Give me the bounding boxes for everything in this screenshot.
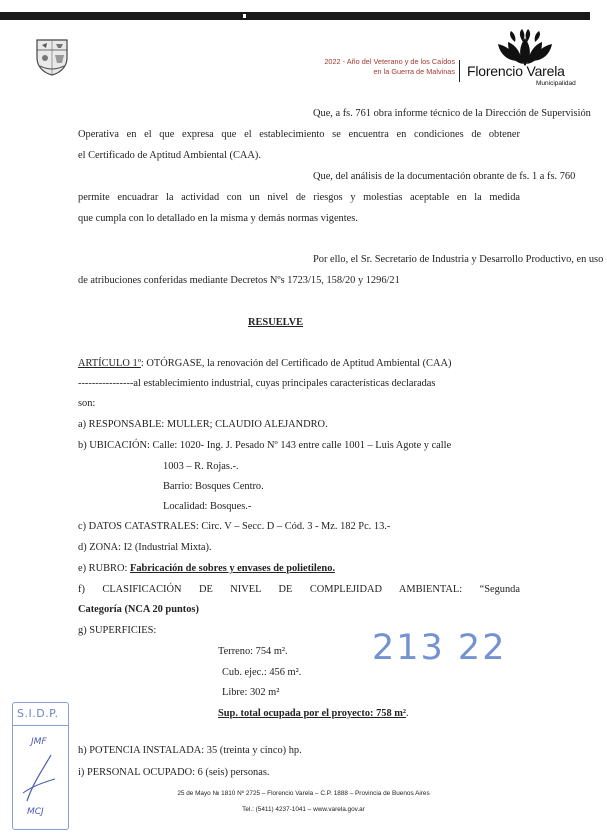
article-label: ARTÍCULO 1º <box>78 358 141 369</box>
article-text: : OTÓRGASE, la renovación del Certificado de Aptitud Ambiental (CAA) <box>140 358 452 369</box>
article-line1 <box>78 357 451 370</box>
header-motto-line1: 2022 - Año del Veterano y de los Caídos <box>324 57 455 66</box>
item-e-rubro <box>78 562 335 575</box>
initials-first: JMF <box>31 737 47 747</box>
item-a-responsable: a) RESPONSABLE: MULLER; CLAUDIO ALEJANDRO. <box>78 419 328 430</box>
logo-name: Florencio Varela <box>467 63 565 79</box>
header-separator <box>459 60 460 82</box>
municipal-crest-icon <box>34 36 70 76</box>
item-b-barrio: Barrio: Bosques Centro. <box>163 481 264 492</box>
top-border-bar <box>0 12 590 20</box>
p2-line3: que cumpla con lo detallado en la misma y demás normas vigentes. <box>78 213 358 224</box>
item-g-superficies: g) SUPERFICIES: <box>78 625 157 636</box>
signature-scribble <box>19 753 63 805</box>
superficie-total <box>218 707 409 720</box>
item-e-value: Fabricación de sobres y envases de polietileno. <box>129 563 335 574</box>
p1-line2: Operativa en el que expresa que el establecimiento se encuentra en condiciones de obtener <box>78 129 520 140</box>
item-i-personal: i) PERSONAL OCUPADO: 6 (seis) personas. <box>78 767 270 778</box>
p2-line2: permite encuadrar la actividad con un nivel de riesgos y molestias aceptable en la medida <box>78 192 520 203</box>
resolves-heading: RESUELVE <box>248 317 304 328</box>
item-b-ubicacion: b) UBICACIÓN: Calle: 1020- Ing. J. Pesado Nº 143 entre calle 1001 – Luis Agote y calle <box>78 440 452 451</box>
article-line2: ----------------al establecimiento industrial, cuyas principales características declaradas <box>78 378 436 389</box>
superficie-total-value: Sup. total ocupada por el proyecto: 758 m² <box>218 708 407 719</box>
footer-contact: Tel.: (5411) 4237-1041 – www.varela.gov.ar <box>242 806 365 813</box>
article-line3: son: <box>78 398 96 409</box>
flower-logo-icon <box>497 28 553 66</box>
p3-line1: Por ello, el Sr. Secretario de Industria y Desarrollo Productivo, en uso <box>313 254 604 265</box>
superficie-terreno: Terreno: 754 m². <box>218 646 288 657</box>
superficie-libre: Libre: 302 m² <box>222 687 280 698</box>
item-f-categoria: Categoría (NCA 20 puntos) <box>78 604 199 615</box>
top-bar-mark <box>243 14 246 18</box>
item-h-potencia: h) POTENCIA INSTALADA: 35 (treinta y cinco) hp. <box>78 745 302 756</box>
item-b-localidad: Localidad: Bosques.- <box>163 501 252 512</box>
sidp-stamp-label: S.I.D.P. <box>17 707 59 720</box>
header-motto-line2: en la Guerra de Malvinas <box>373 67 455 76</box>
item-d-zona: d) ZONA: I2 (Industrial Mixta). <box>78 542 212 553</box>
item-f-clasificacion: f) CLASIFICACIÓN DE NIVEL DE COMPLEJIDAD AMBIENTAL: “Segunda <box>78 584 520 595</box>
header-motto <box>324 57 455 77</box>
superficie-cubierta: Cub. ejec.: 456 m². <box>222 667 302 678</box>
item-e-label: e) RUBRO: <box>78 563 130 574</box>
p2-line1: Que, del análisis de la documentación obrante de fs. 1 a fs. 760 <box>313 171 576 182</box>
item-b-line2: 1003 – R. Rojas.-. <box>163 461 239 472</box>
logo-subtitle: Municipalidad <box>536 80 576 87</box>
p1-line3: el Certificado de Aptitud Ambiental (CAA). <box>78 150 261 161</box>
footer-address: 25 de Mayo № 1810 Nº 2725 – Florencio Varela – C.P. 1888 – Provincia de Buenos Aires <box>177 790 430 797</box>
superficie-total-end: . <box>406 708 409 719</box>
item-c-catastrales: c) DATOS CATASTRALES: Circ. V – Secc. D – Cód. 3 - Mz. 182 Pc. 13.- <box>78 521 391 532</box>
file-number-stamp: 213 22 <box>372 628 507 668</box>
p1-line1: Que, a fs. 761 obra informe técnico de la Dirección de Supervisión <box>313 108 591 119</box>
initials-second: MCJ <box>27 807 44 817</box>
sidp-stamp-divider <box>13 725 68 726</box>
p3-line2: de atribuciones conferidas mediante Decretos Nºs 1723/15, 158/20 y 1296/21 <box>78 275 400 286</box>
